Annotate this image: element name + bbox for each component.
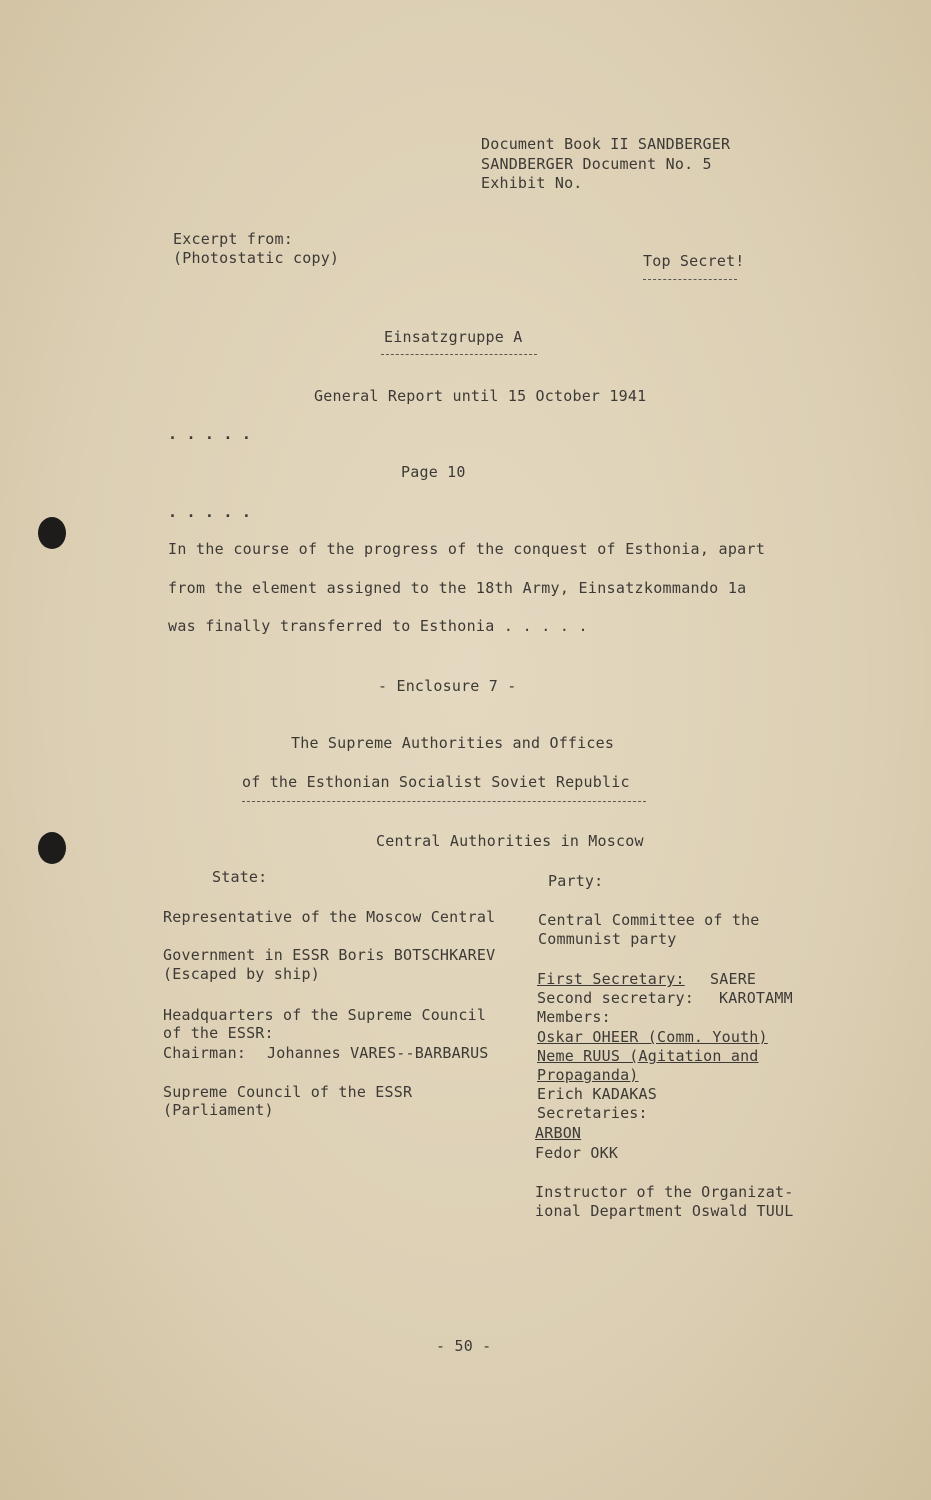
ellipsis-1: . . . . . — [168, 425, 252, 443]
party-instructor-1: Instructor of the Organizat- — [535, 1183, 794, 1201]
punch-hole-top — [38, 517, 66, 549]
punch-hole-bottom — [38, 832, 66, 864]
page-number: - 50 - — [436, 1337, 492, 1355]
party-second-sec-name: KAROTAMM — [719, 989, 793, 1007]
party-first-sec-label: First Secretary: — [537, 970, 685, 988]
state-heading: State: — [212, 868, 268, 886]
body-line-1: In the course of the progress of the conquest of Esthonia, apart — [168, 540, 766, 558]
party-cc-2: Communist party — [538, 930, 677, 948]
excerpt-source: (Photostatic copy) — [173, 249, 340, 267]
party-first-sec-name: SAERE — [710, 970, 757, 988]
party-secretary-1: ARBON — [535, 1124, 582, 1142]
enclosure-title-1: The Supreme Authorities and Offices — [291, 734, 615, 752]
state-sc-1: Supreme Council of the ESSR — [163, 1083, 413, 1101]
state-rep-1: Representative of the Moscow Central — [163, 908, 496, 926]
body-line-3: was finally transferred to Esthonia . . . . . — [168, 617, 588, 635]
state-chairman-name: Johannes VARES--BARBARUS — [267, 1044, 489, 1062]
classification: Top Secret! — [643, 252, 745, 270]
party-instructor-2: ional Department Oswald TUUL — [535, 1202, 794, 1220]
header-doc-number: SANDBERGER Document No. 5 — [481, 155, 712, 173]
party-cc-1: Central Committee of the — [538, 911, 760, 929]
state-hq-1: Headquarters of the Supreme Council — [163, 1006, 487, 1024]
party-member-1: Oskar OHEER (Comm. Youth) — [537, 1028, 768, 1046]
central-heading: Central Authorities in Moscow — [376, 832, 644, 850]
party-second-sec-label: Second secretary: — [537, 989, 694, 1007]
header-exhibit: Exhibit No. — [481, 174, 583, 192]
party-member-2b: Propaganda) — [537, 1066, 639, 1084]
party-member-2a: Neme RUUS (Agitation and — [537, 1047, 759, 1065]
party-heading: Party: — [548, 872, 604, 890]
page-ref: Page 10 — [401, 463, 466, 481]
title: Einsatzgruppe A — [384, 328, 523, 346]
ellipsis-2: . . . . . — [168, 503, 252, 521]
classification-underline — [643, 279, 737, 280]
party-secretaries-label: Secretaries: — [537, 1104, 648, 1122]
body-line-2: from the element assigned to the 18th Army, Einsatzkommando 1a — [168, 579, 747, 597]
enclosure-label: - Enclosure 7 - — [378, 677, 517, 695]
state-rep-3: (Escaped by ship) — [163, 965, 320, 983]
party-member-3: Erich KADAKAS — [537, 1085, 657, 1103]
party-secretary-2: Fedor OKK — [535, 1144, 619, 1162]
state-rep-2: Government in ESSR Boris BOTSCHKAREV — [163, 946, 496, 964]
report-title: General Report until 15 October 1941 — [314, 387, 647, 405]
state-chairman-label: Chairman: — [163, 1044, 247, 1062]
state-sc-2: (Parliament) — [163, 1101, 274, 1119]
title-underline — [381, 354, 537, 355]
header-doc-book: Document Book II SANDBERGER — [481, 135, 731, 153]
state-hq-2: of the ESSR: — [163, 1024, 274, 1042]
enclosure-title-2: of the Esthonian Socialist Soviet Republic — [242, 773, 630, 791]
excerpt-label: Excerpt from: — [173, 230, 293, 248]
party-members-label: Members: — [537, 1008, 611, 1026]
enclosure-title-underline — [242, 801, 646, 802]
